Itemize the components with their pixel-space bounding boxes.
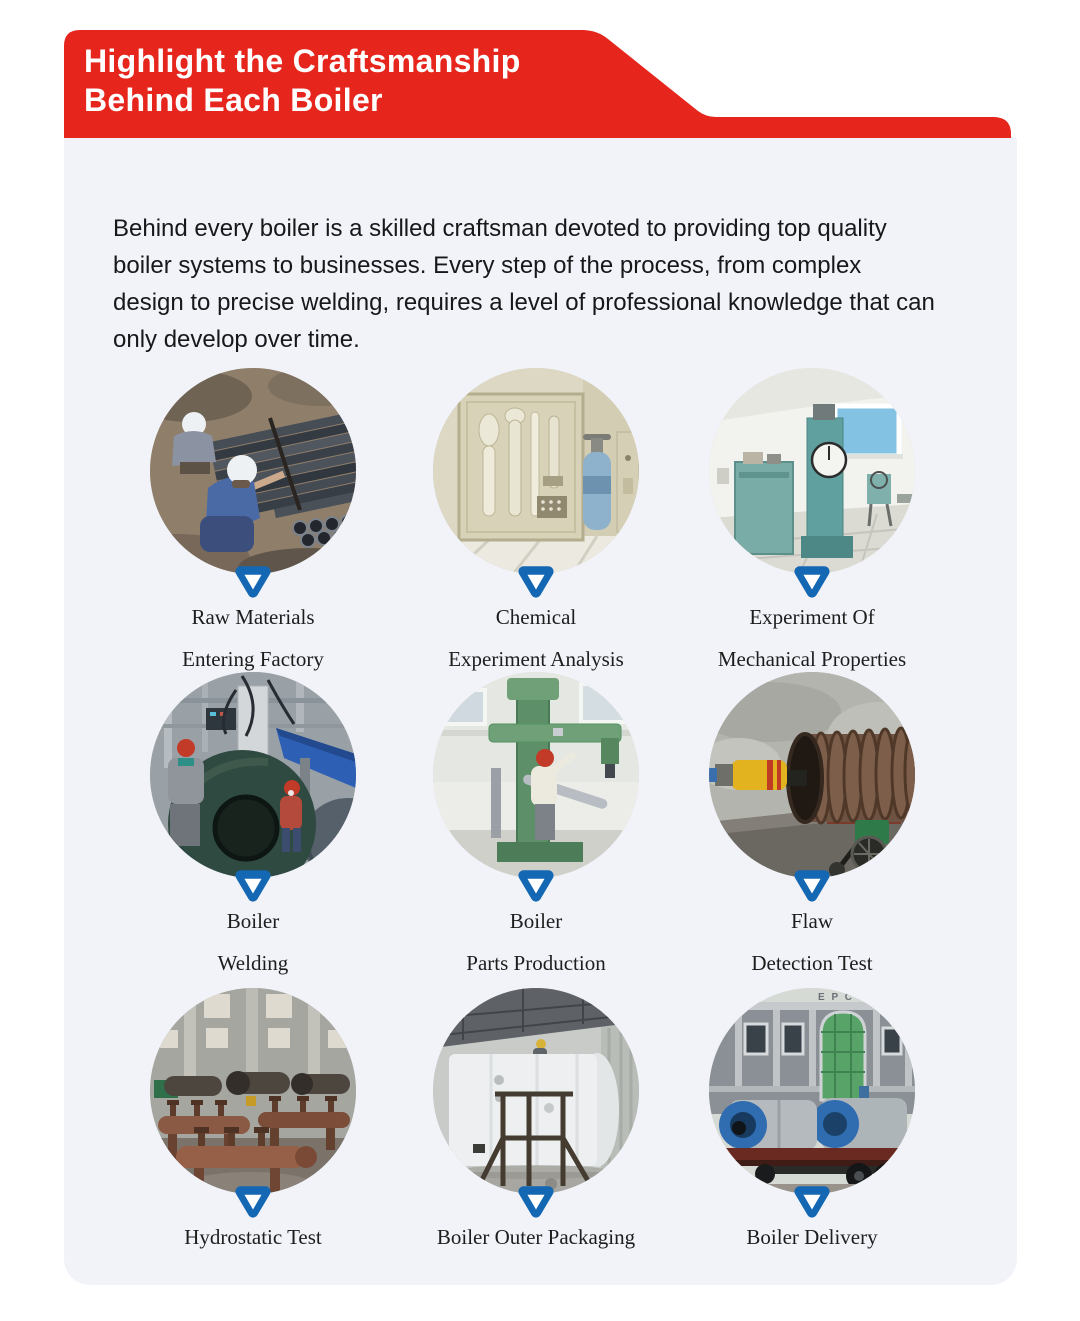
parts-production-photo bbox=[433, 672, 639, 878]
hydrostatic-test-photo bbox=[150, 988, 356, 1194]
mechanical-properties-photo bbox=[709, 368, 915, 574]
step-caption-line1: Boiler bbox=[226, 909, 280, 933]
step-caption-line2: Welding bbox=[217, 951, 289, 975]
step-marker-icon bbox=[517, 865, 555, 903]
raw-materials-photo bbox=[150, 368, 356, 574]
step-marker-icon bbox=[793, 1181, 831, 1219]
step-marker-icon bbox=[234, 865, 272, 903]
page-title bbox=[84, 42, 521, 120]
step-caption-line1: Flaw bbox=[791, 909, 833, 933]
building-sign-text: E P C B bbox=[818, 992, 868, 1003]
step-caption bbox=[662, 1226, 962, 1268]
process-step-parts-production bbox=[386, 672, 686, 975]
step-marker-icon bbox=[234, 1181, 272, 1219]
step-caption-line1: Raw Materials bbox=[191, 605, 315, 629]
step-marker-icon bbox=[234, 561, 272, 599]
process-step-raw-materials bbox=[103, 368, 403, 671]
boiler-delivery-photo bbox=[709, 988, 915, 1194]
step-caption bbox=[103, 606, 403, 671]
page-title-line1: Highlight the Craftsmanship bbox=[84, 43, 521, 79]
step-caption bbox=[103, 910, 403, 975]
process-step-outer-packaging bbox=[386, 988, 686, 1249]
step-caption-line2: Detection Test bbox=[751, 951, 873, 975]
step-caption bbox=[662, 910, 962, 975]
step-caption bbox=[386, 606, 686, 671]
step-caption-line2: Entering Factory bbox=[182, 647, 324, 671]
step-marker-icon bbox=[517, 1181, 555, 1219]
step-marker-icon bbox=[517, 561, 555, 599]
flaw-detection-photo bbox=[709, 672, 915, 878]
process-step-flaw-detection bbox=[662, 672, 962, 975]
process-step-boiler-delivery bbox=[662, 988, 962, 1249]
step-caption-line1: Boiler Outer Packaging bbox=[436, 1225, 636, 1249]
process-step-mechanical-properties bbox=[662, 368, 962, 671]
step-caption-line2: Experiment Analysis bbox=[448, 647, 624, 671]
page-title-line2: Behind Each Boiler bbox=[84, 82, 383, 118]
step-caption-line2: Parts Production bbox=[466, 951, 606, 975]
step-caption bbox=[386, 1226, 686, 1268]
step-marker-icon bbox=[793, 561, 831, 599]
step-caption-line1: Boiler Delivery bbox=[746, 1225, 878, 1249]
boiler-welding-photo bbox=[150, 672, 356, 878]
chemical-analysis-photo bbox=[433, 368, 639, 574]
outer-packaging-photo bbox=[433, 988, 639, 1194]
step-caption bbox=[386, 910, 686, 975]
intro-paragraph: Behind every boiler is a skilled craftsman devoted to providing top quality boiler systems to businesses. Every step of the process, from complex design to precise welding, requires a level of professional knowledge that can only develop over time. bbox=[113, 215, 935, 353]
step-caption-line1: Boiler bbox=[509, 909, 563, 933]
process-step-chemical-analysis bbox=[386, 368, 686, 671]
step-caption bbox=[662, 606, 962, 671]
step-marker-icon bbox=[793, 865, 831, 903]
process-step-boiler-welding bbox=[103, 672, 403, 975]
step-caption-line1: Chemical bbox=[495, 605, 577, 629]
step-caption-line2: Mechanical Properties bbox=[717, 647, 907, 671]
step-caption-line1: Experiment Of bbox=[749, 605, 875, 629]
process-step-hydrostatic-test bbox=[103, 988, 403, 1249]
step-caption bbox=[103, 1226, 403, 1268]
step-caption-line1: Hydrostatic Test bbox=[184, 1225, 322, 1249]
